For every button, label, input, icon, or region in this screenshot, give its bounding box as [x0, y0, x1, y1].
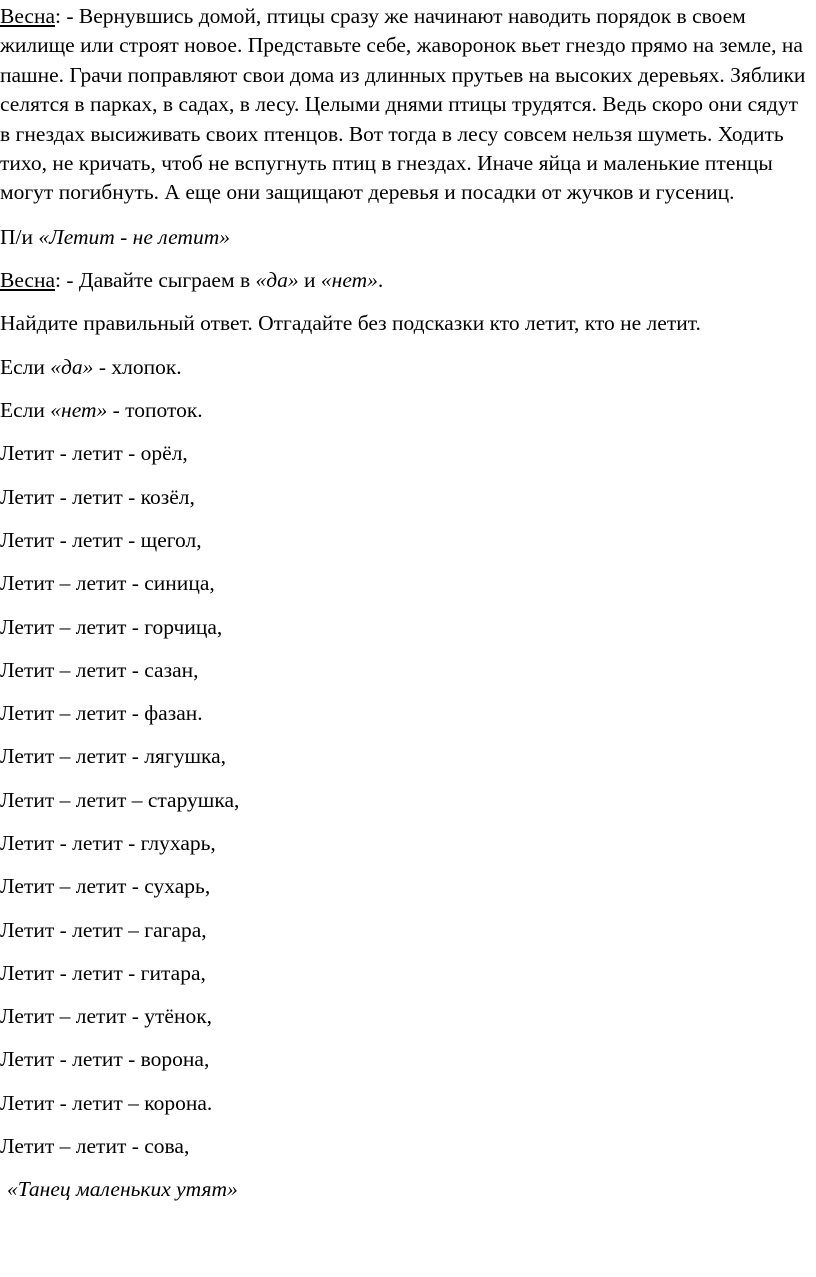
rule-yes-text: - хлопок.	[93, 354, 182, 379]
game-line: Летит – летит - лягушка,	[0, 744, 227, 769]
game-line: Летит – летит - горчица,	[0, 614, 223, 639]
word-and: и	[298, 268, 321, 293]
game-line: Летит - летит - козёл,	[0, 484, 195, 509]
dance-title: «Танец маленьких утят»	[7, 1177, 238, 1202]
rule-no-word: «нет»	[50, 398, 108, 423]
rule-no-prefix: Если	[0, 398, 51, 423]
game-line: Летит - летит - орёл,	[0, 441, 188, 466]
game-title: «Летит - не летит»	[38, 224, 230, 249]
game-prefix: П/и	[0, 224, 39, 249]
game-line: Летит – летит - синица,	[0, 571, 215, 596]
word-yes: «да»	[255, 268, 299, 293]
speaker-spring: Весна	[0, 4, 56, 28]
rule-yes-line	[0, 354, 816, 400]
intro-paragraph	[0, 0, 812, 208]
game-line: Летит – летит - сухарь,	[0, 874, 211, 899]
spring-line	[0, 270, 816, 313]
game-line: Летит – летит - утёнок,	[0, 1004, 213, 1029]
game-line: Летит - летит - щегол,	[0, 527, 202, 552]
rule-yes-prefix: Если	[0, 354, 51, 379]
instruction-line: Найдите правильный ответ. Отгадайте без подсказки кто летит, кто не летит.	[0, 311, 701, 336]
game-line: Летит - летит - ворона,	[0, 1047, 210, 1072]
game-line: Летит - летит - гитара,	[0, 960, 206, 985]
rule-yes-word: «да»	[50, 354, 94, 379]
word-no: «нет»	[320, 268, 378, 293]
spring-line-text: : - Давайте сыграем в	[55, 268, 256, 293]
intro-text: : - Вернувшись домой, птицы сразу же начинают наводить порядок в своем жилище или строят новое. Представьте себе, жаворонок вьет гнездо прямо на земле, на пашне. Грачи поправляют свои дома из длинных прутьев на высоких деревьях. Зяблики селятся в парках, в садах, в лесу. Целыми днями птицы трудятся. Ведь скоро они сядут в гнездах высиживать своих птенцов. Вот тогда в лесу совсем нельзя шуметь. Ходить тихо, не кричать, чтоб не вспугнуть птиц в гнездах. Иначе яйца и маленькие птенцы могут погибнуть. А еще они защищают деревья и посадки от жучков и гусениц.	[0, 4, 806, 205]
game-line: Летит - летит – гагара,	[0, 917, 207, 942]
dance-title-line	[0, 1179, 816, 1222]
game-line: Летит – летит - сазан,	[0, 657, 199, 682]
game-line: Летит - летит - глухарь,	[0, 831, 216, 855]
game-line: Летит – летит - сова,	[0, 1134, 190, 1159]
spring-line-end: .	[377, 268, 384, 293]
game-line: Летит - летит – корона.	[0, 1090, 213, 1115]
game-heading	[0, 224, 816, 270]
rule-no-text: - топоток.	[107, 398, 203, 423]
rule-no-line	[0, 400, 816, 443]
game-line: Летит – летит – старушка,	[0, 787, 240, 812]
game-line: Летит – летит - фазан.	[0, 701, 203, 726]
speaker-spring-2: Весна	[0, 268, 56, 293]
